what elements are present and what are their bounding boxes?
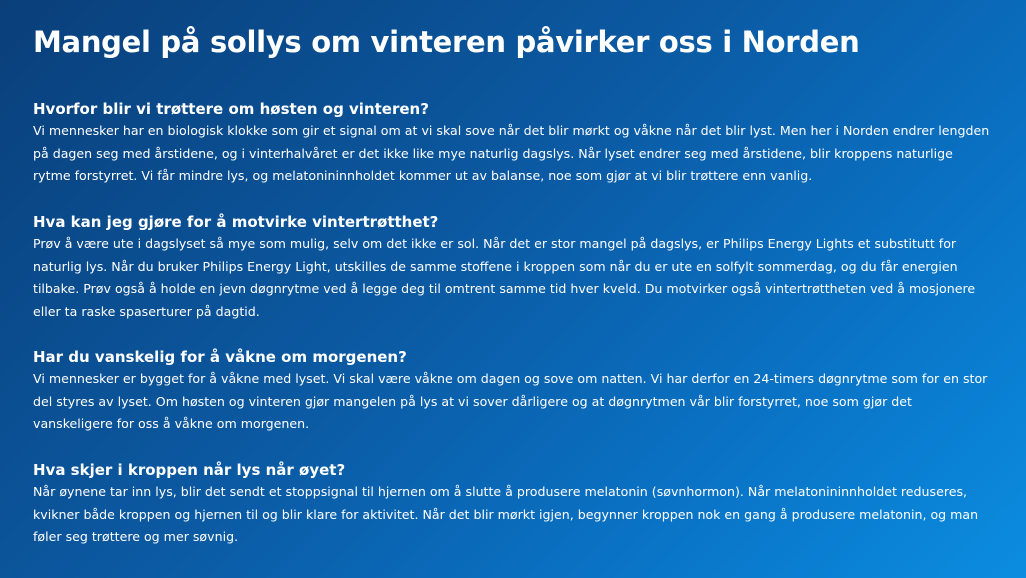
section-body: Vi mennesker har en biologisk klokke som gir et signal om at vi skal sove når det blir mørkt og våkne når det blir lyst. Men her i Norden endrer lengden på dagen seg med årstidene, og i vinterhalvåret er det ikke like mye naturlig dagslys. Når lyset endrer seg med årstidene, blir kroppens naturlige rytme forstyrret. Vi får mindre lys, og melatonininnholdet kommer ut av balanse, noe som gjør at vi blir trøttere enn vanlig.: [33, 123, 990, 183]
page-title: Mangel på sollys om vinteren påvirker oss i Norden: [33, 25, 860, 59]
faq-section: [33, 211, 994, 323]
section-body: Vi mennesker er bygget for å våkne med lyset. Vi skal være våkne om dagen og sove om natten. Vi har derfor en 24-timers døgnrytme som for en stor del styres av lyset. Om høsten og vinteren gjør mangelen på lys at vi sover dårligere og at døgnrytmen vår blir forstyrret, noe som gjør det vanskeligere for oss å våkne om morgenen.: [33, 371, 988, 431]
section-heading: Hvorfor blir vi trøttere om høsten og vinteren?: [33, 100, 429, 118]
faq-section: [33, 98, 994, 188]
section-body: Når øynene tar inn lys, blir det sendt et stoppsignal til hjernen om å slutte å produsere melatonin (søvnhormon). Når melatonininnholdet reduseres, kvikner både kroppen og hjernen til og blir klare for aktivitet. Når det blir mørkt igjen, begynner kroppen nok en gang å produsere melatonin, og man føler seg trøttere og mer søvnig.: [33, 484, 979, 544]
faq-section: [33, 459, 994, 549]
section-heading: Hva kan jeg gjøre for å motvirke vintertrøtthet?: [33, 213, 439, 231]
faq-section: [33, 346, 994, 436]
section-heading: Hva skjer i kroppen når lys når øyet?: [33, 461, 346, 479]
section-heading: Har du vanskelig for å våkne om morgenen?: [33, 348, 407, 366]
section-body: Prøv å være ute i dagslyset så mye som mulig, selv om det ikke er sol. Når det er stor mangel på dagslys, er Philips Energy Lights et substitutt for naturlig lys. Når du bruker Philips Energy Light, utskilles de samme stoffene i kroppen som når du er ute en solfylt sommerdag, og du får energien tilbake. Prøv også å holde en jevn døgnrytme ved å legge deg til omtrent samme tid hver kveld. Du motvirker også vintertrøttheten ved å mosjonere eller ta raske spaserturer på dagtid.: [33, 236, 976, 319]
